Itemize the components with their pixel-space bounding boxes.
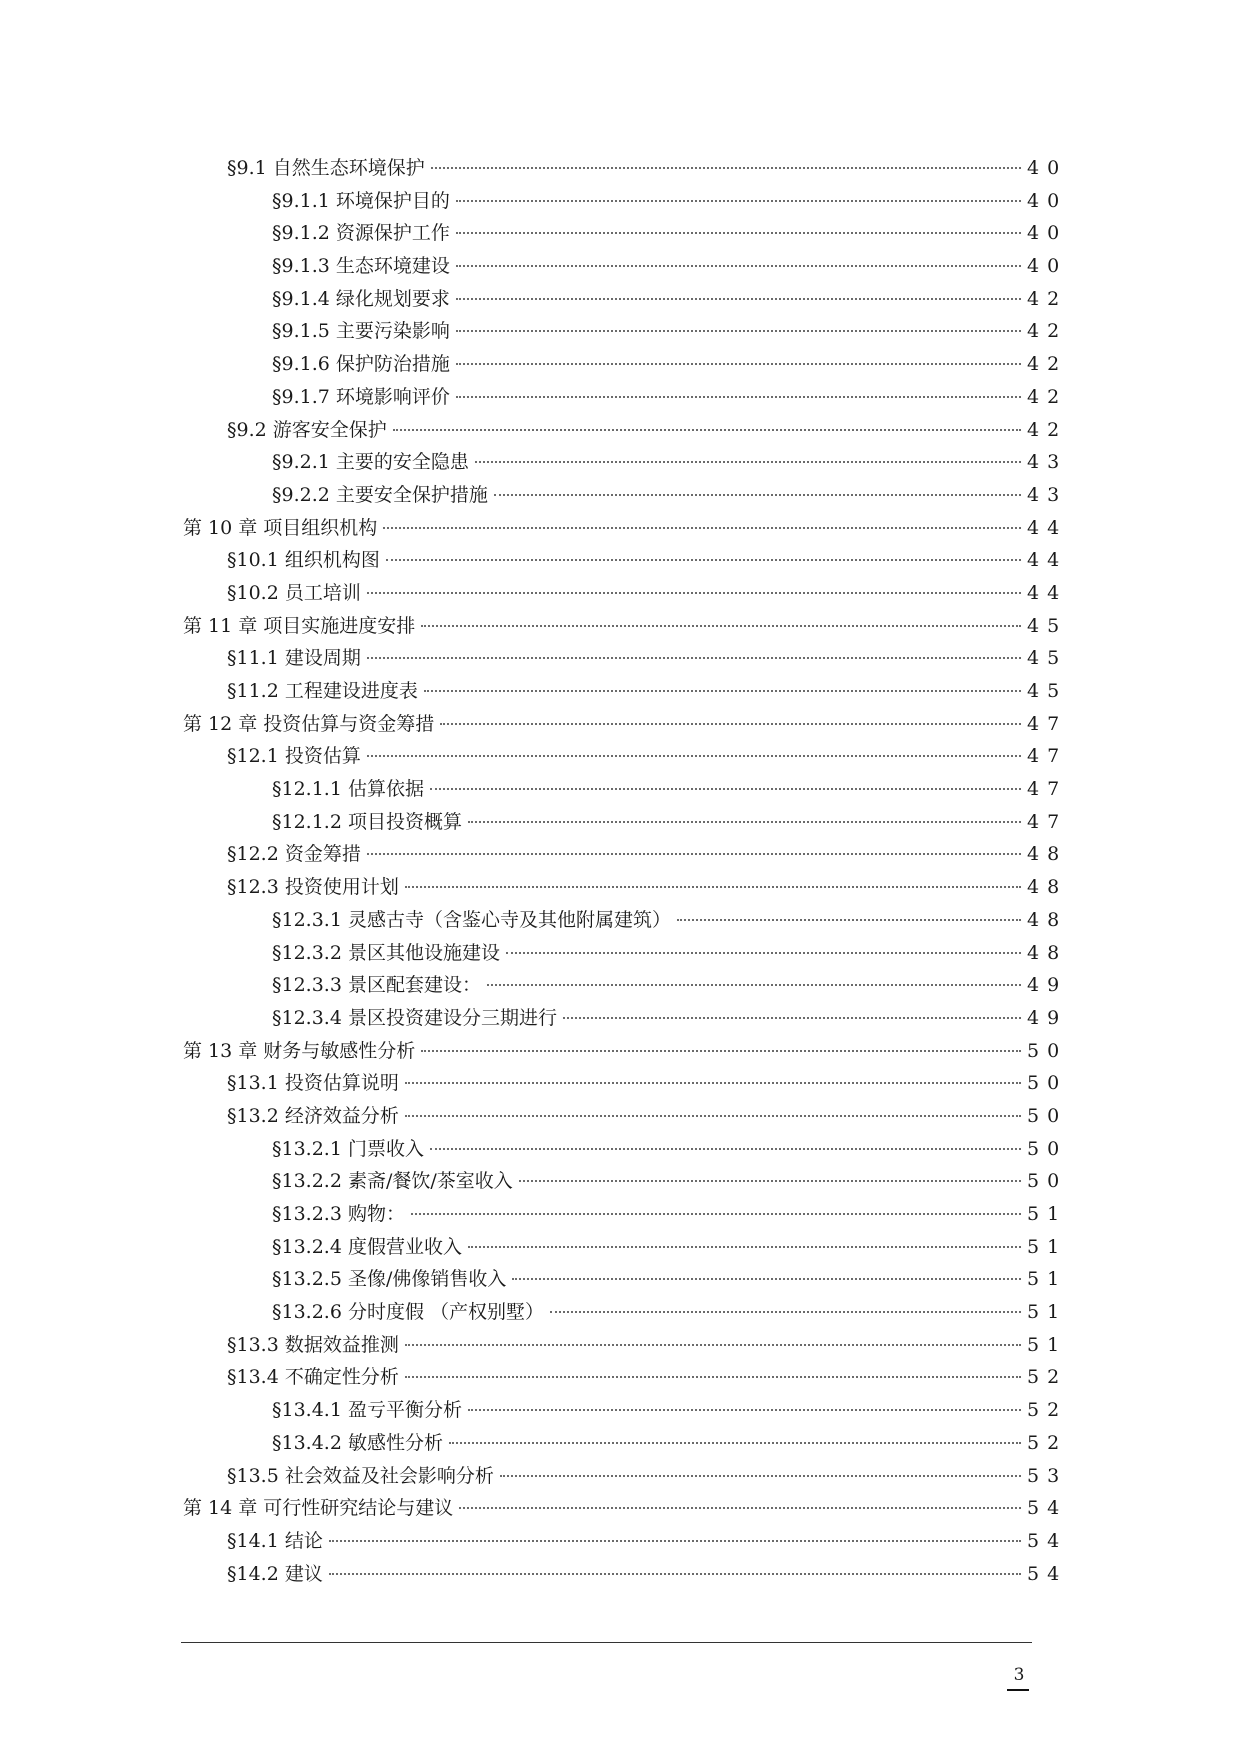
toc-entry[interactable]: [183, 152, 1068, 185]
toc-entry[interactable]: [183, 577, 1068, 610]
toc-entry[interactable]: [183, 610, 1068, 643]
toc-entry-title: §13.4.2 敏感性分析: [272, 1431, 443, 1454]
toc-entry-page: 50: [1027, 1170, 1068, 1193]
toc-entry-page: 45: [1027, 647, 1068, 670]
toc-entry[interactable]: [183, 1525, 1068, 1558]
toc-entry[interactable]: [183, 1361, 1068, 1394]
toc-entry[interactable]: [183, 1296, 1068, 1329]
toc-entry-page: 53: [1027, 1464, 1068, 1487]
toc-dot-leader: [512, 1278, 1021, 1280]
toc-dot-leader: [456, 298, 1021, 300]
toc-entry[interactable]: [183, 544, 1068, 577]
toc-entry-title: §13.1 投资估算说明: [227, 1072, 399, 1095]
toc-entry-title: §14.2 建议: [227, 1562, 323, 1585]
toc-entry-page: 45: [1027, 614, 1068, 637]
toc-entry-title: §13.2.4 度假营业收入: [272, 1235, 462, 1258]
toc-entry-title: §12.3.2 景区其他设施建设: [272, 941, 500, 964]
toc-entry-page: 51: [1027, 1268, 1068, 1291]
toc-entry-title: §12.3.3 景区配套建设：: [272, 974, 481, 997]
toc-dot-leader: [456, 200, 1021, 202]
toc-dot-leader: [405, 1082, 1021, 1084]
toc-dot-leader: [329, 1573, 1021, 1575]
toc-dot-leader: [456, 232, 1021, 234]
toc-entry-page: 48: [1027, 876, 1068, 899]
toc-dot-leader: [329, 1540, 1021, 1542]
toc-entry-title: §13.2.6 分时度假 （产权别墅）: [272, 1301, 545, 1324]
toc-entry-page: 54: [1027, 1497, 1068, 1520]
toc-entry-title: §9.1.5 主要污染影响: [272, 320, 450, 343]
toc-entry-page: 48: [1027, 908, 1068, 931]
toc-dot-leader: [494, 494, 1021, 496]
toc-entry[interactable]: [183, 1133, 1068, 1166]
toc-entry-page: 51: [1027, 1333, 1068, 1356]
toc-entry-title: §9.2.2 主要安全保护措施: [272, 483, 488, 506]
toc-dot-leader: [506, 952, 1021, 954]
footer-rule: [181, 1642, 1032, 1643]
toc-entry-page: 40: [1027, 255, 1068, 278]
toc-entry-title: §9.2.1 主要的安全隐患: [272, 451, 469, 474]
toc-dot-leader: [405, 1115, 1021, 1117]
toc-entry-page: 50: [1027, 1137, 1068, 1160]
toc-entry[interactable]: [183, 1460, 1068, 1493]
toc-entry[interactable]: [183, 838, 1068, 871]
toc-dot-leader: [468, 1246, 1021, 1248]
toc-entry-title: 第 12 章 投资估算与资金筹措: [183, 712, 435, 735]
toc-entry-page: 52: [1027, 1399, 1068, 1422]
toc-entry[interactable]: [183, 1067, 1068, 1100]
toc-entry-title: §13.2 经济效益分析: [227, 1104, 399, 1127]
toc-dot-leader: [456, 265, 1021, 267]
toc-entry-page: 42: [1027, 385, 1068, 408]
toc-entry-title: §13.2.5 圣像/佛像销售收入: [272, 1268, 507, 1291]
toc-entry-page: 51: [1027, 1235, 1068, 1258]
toc-entry[interactable]: [183, 1492, 1068, 1525]
toc-entry-page: 47: [1027, 778, 1068, 801]
toc-dot-leader: [367, 657, 1021, 659]
toc-entry-page: 40: [1027, 157, 1068, 179]
toc-dot-leader: [456, 330, 1021, 332]
toc-dot-leader: [487, 984, 1021, 986]
toc-entry[interactable]: [183, 1198, 1068, 1231]
toc-entry-title: §12.1 投资估算: [227, 745, 361, 768]
toc-dot-leader: [386, 559, 1021, 561]
toc-entry-page: 51: [1027, 1203, 1068, 1225]
toc-entry[interactable]: [183, 217, 1068, 250]
toc-dot-leader: [405, 1376, 1021, 1378]
toc-dot-leader: [411, 1213, 1021, 1215]
toc-entry-page: 42: [1027, 418, 1068, 441]
toc-entry[interactable]: [183, 283, 1068, 316]
toc-dot-leader: [430, 1148, 1021, 1150]
toc-entry-page: 42: [1027, 287, 1068, 310]
toc-dot-leader: [459, 1507, 1021, 1509]
page-number: 3: [1013, 1665, 1025, 1685]
toc-entry-page: 47: [1027, 745, 1068, 768]
toc-entry-title: §13.2.1 门票收入: [272, 1137, 424, 1160]
toc-entry-title: §13.5 社会效益及社会影响分析: [227, 1464, 494, 1487]
toc-entry-page: 49: [1027, 1006, 1068, 1029]
toc-entry-page: 52: [1027, 1431, 1068, 1454]
toc-entry-page: 40: [1027, 222, 1068, 245]
toc-entry[interactable]: [183, 1100, 1068, 1133]
toc-dot-leader: [519, 1180, 1021, 1182]
toc-entry[interactable]: [183, 479, 1068, 512]
toc-dot-leader: [456, 363, 1021, 365]
toc-entry-title: 第 11 章 项目实施进度安排: [183, 614, 416, 637]
toc-entry[interactable]: [183, 675, 1068, 708]
page-number-underline: [1007, 1689, 1029, 1691]
toc-entry-title: 第 14 章 可行性研究结论与建议: [183, 1497, 454, 1520]
toc-entry-title: §9.1 自然生态环境保护: [227, 157, 425, 179]
toc-entry-title: §10.1 组织机构图: [227, 549, 380, 572]
toc-entry-title: 第 13 章 财务与敏感性分析: [183, 1039, 416, 1062]
toc-entry-title: §13.4.1 盈亏平衡分析: [272, 1399, 462, 1422]
toc-dot-leader: [383, 527, 1021, 529]
toc-entry-title: §10.2 员工培训: [227, 581, 361, 604]
toc-dot-leader: [424, 690, 1021, 692]
toc-dot-leader: [550, 1311, 1021, 1313]
toc-dot-leader: [468, 821, 1021, 823]
toc-entry-page: 42: [1027, 320, 1068, 343]
toc-entry[interactable]: [183, 969, 1068, 1002]
toc-entry-title: §12.3 投资使用计划: [227, 876, 399, 899]
toc-entry-page: 48: [1027, 941, 1068, 964]
toc-entry-title: §9.1.6 保护防治措施: [272, 353, 450, 376]
toc-entry[interactable]: [183, 348, 1068, 381]
toc-entry-title: §12.1.2 项目投资概算: [272, 810, 462, 833]
toc-entry-page: 42: [1027, 353, 1068, 376]
toc-dot-leader: [367, 592, 1021, 594]
toc-dot-leader: [440, 723, 1021, 725]
toc-entry-title: §12.1.1 估算依据: [272, 778, 424, 801]
toc-entry-page: 50: [1027, 1039, 1068, 1062]
toc-dot-leader: [421, 1050, 1021, 1052]
toc-entry-title: §12.3.4 景区投资建设分三期进行: [272, 1006, 557, 1029]
toc-entry-page: 43: [1027, 483, 1068, 506]
toc-entry[interactable]: [183, 414, 1068, 447]
toc-entry-page: 54: [1027, 1529, 1068, 1552]
toc-entry-page: 44: [1027, 549, 1068, 572]
toc-entry[interactable]: [183, 381, 1068, 414]
toc-entry-title: §13.3 数据效益推测: [227, 1333, 399, 1356]
toc-entry[interactable]: [183, 1329, 1068, 1362]
toc-entry-page: 40: [1027, 189, 1068, 212]
toc-entry[interactable]: [183, 806, 1068, 839]
toc-entry[interactable]: [183, 937, 1068, 970]
toc-entry[interactable]: [183, 904, 1068, 937]
toc-entry-page: 48: [1027, 843, 1068, 866]
toc-entry[interactable]: [183, 642, 1068, 675]
toc-entry-title: §13.4 不确定性分析: [227, 1366, 399, 1389]
toc-entry[interactable]: [183, 740, 1068, 773]
toc-entry-page: 45: [1027, 680, 1068, 702]
toc-dot-leader: [405, 886, 1021, 888]
toc-dot-leader: [421, 625, 1021, 627]
toc-entry-page: 54: [1027, 1562, 1068, 1585]
toc-entry[interactable]: [183, 1035, 1068, 1068]
toc-entry-title: 第 10 章 项目组织机构: [183, 516, 378, 539]
toc-entry[interactable]: [183, 185, 1068, 218]
toc-dot-leader: [367, 755, 1021, 757]
toc-entry[interactable]: [183, 1427, 1068, 1460]
toc-entry-page: 47: [1027, 712, 1068, 735]
toc-dot-leader: [468, 1409, 1021, 1411]
toc-entry[interactable]: [183, 708, 1068, 741]
toc-entry-title: §11.2 工程建设进度表: [227, 680, 418, 702]
toc-entry[interactable]: [183, 1558, 1068, 1591]
toc-entry-title: §13.2.2 素斋/餐饮/茶室收入: [272, 1170, 513, 1193]
toc-entry-title: §11.1 建设周期: [227, 647, 361, 670]
toc-dot-leader: [475, 461, 1021, 463]
toc-dot-leader: [500, 1475, 1021, 1477]
toc-entry-title: §12.2 资金筹措: [227, 843, 361, 866]
toc-entry[interactable]: [183, 773, 1068, 806]
toc-entry[interactable]: [183, 512, 1068, 545]
toc-dot-leader: [677, 919, 1021, 921]
toc-dot-leader: [405, 1344, 1021, 1346]
toc-entry-title: §9.1.7 环境影响评价: [272, 385, 450, 408]
toc-entry-page: 50: [1027, 1104, 1068, 1127]
toc-entry[interactable]: [183, 1231, 1068, 1264]
toc-dot-leader: [393, 429, 1021, 431]
toc-entry-title: §9.1.1 环境保护目的: [272, 189, 450, 212]
toc-entry-title: §9.2 游客安全保护: [227, 418, 387, 441]
toc-entry[interactable]: [183, 1263, 1068, 1296]
toc-dot-leader: [367, 853, 1021, 855]
toc-entry-page: 51: [1027, 1301, 1068, 1324]
toc-entry[interactable]: [183, 446, 1068, 479]
toc-entry-page: 44: [1027, 581, 1068, 604]
toc-entry-title: §9.1.4 绿化规划要求: [272, 287, 450, 310]
toc-entry[interactable]: [183, 1002, 1068, 1035]
toc-entry-page: 50: [1027, 1072, 1068, 1095]
toc-entry-title: §13.2.3 购物：: [272, 1203, 405, 1225]
toc-entry-page: 43: [1027, 451, 1068, 474]
toc-dot-leader: [456, 396, 1021, 398]
toc-entry-page: 44: [1027, 516, 1068, 539]
toc-entry[interactable]: [183, 250, 1068, 283]
toc-dot-leader: [449, 1442, 1021, 1444]
toc-entry-title: §14.1 结论: [227, 1529, 323, 1552]
toc-entry-title: §12.3.1 灵感古寺（含鉴心寺及其他附属建筑）: [272, 908, 671, 931]
table-of-contents: [183, 152, 1068, 1590]
toc-dot-leader: [431, 167, 1021, 169]
toc-entry-page: 49: [1027, 974, 1068, 997]
toc-entry[interactable]: [183, 315, 1068, 348]
toc-entry[interactable]: [183, 1165, 1068, 1198]
toc-entry-title: §9.1.2 资源保护工作: [272, 222, 450, 245]
toc-entry[interactable]: [183, 1394, 1068, 1427]
toc-dot-leader: [430, 788, 1021, 790]
toc-dot-leader: [563, 1017, 1021, 1019]
toc-entry[interactable]: [183, 871, 1068, 904]
toc-entry-title: §9.1.3 生态环境建设: [272, 255, 450, 278]
toc-entry-page: 47: [1027, 810, 1068, 833]
toc-entry-page: 52: [1027, 1366, 1068, 1389]
